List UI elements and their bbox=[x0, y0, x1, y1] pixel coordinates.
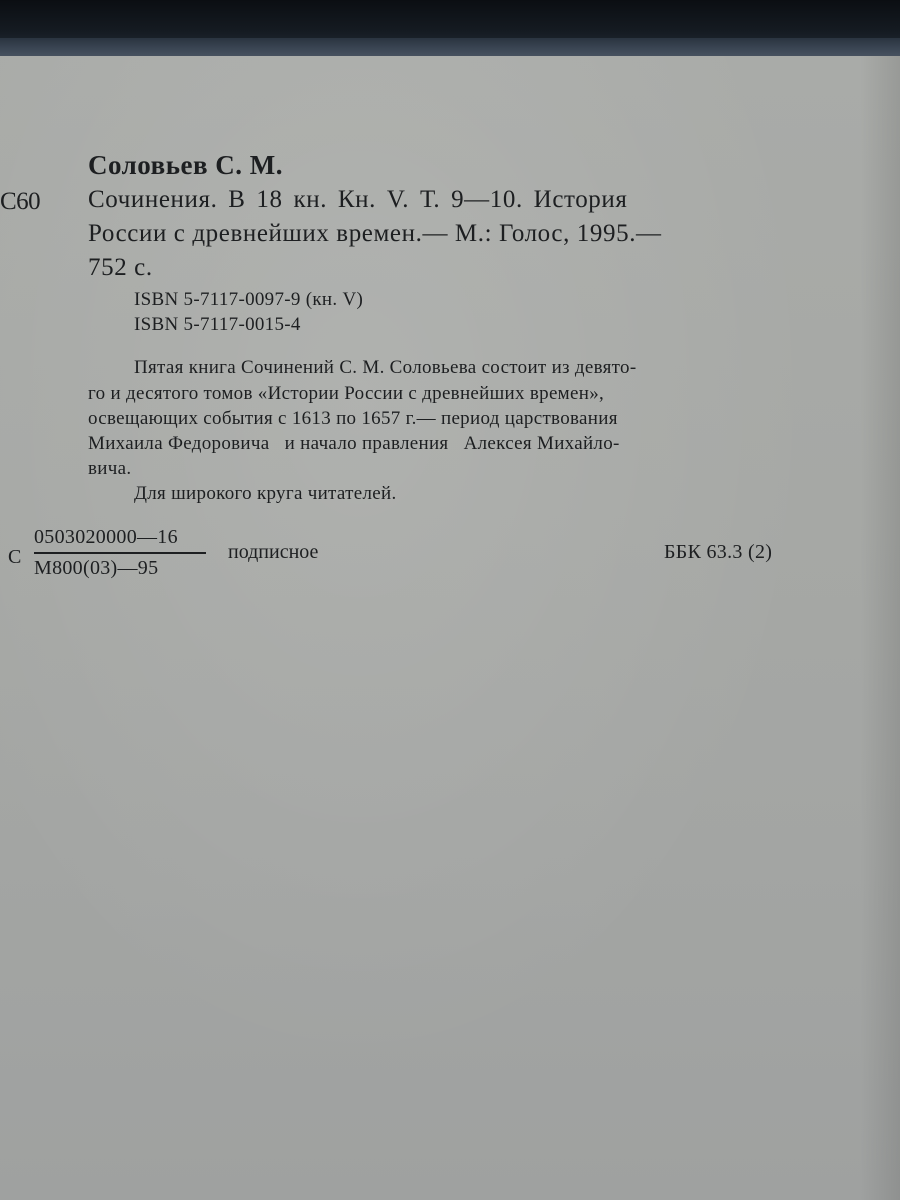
author-name: Соловьев С. М. bbox=[88, 150, 284, 180]
annotation-line: освещающих события с 1613 по 1657 г.— период царствования bbox=[88, 408, 618, 429]
annotation-line: вича. bbox=[88, 458, 132, 479]
index-letter: С bbox=[8, 546, 22, 568]
title-line: России с древнейших времен.— М.: Голос, 1995.— bbox=[88, 220, 662, 247]
annotation-line: го и десятого томов «Истории России с древнейших времен», bbox=[88, 383, 605, 404]
isbn-line: ISBN 5-7117-0015-4 bbox=[134, 314, 301, 335]
index-numerator: 0503020000—16 bbox=[34, 526, 178, 548]
annotation-line: Михаила Федоровича и начало правления Алексея Михайло- bbox=[88, 433, 620, 454]
catalog-code: С60 bbox=[0, 188, 41, 215]
subscription-note: подписное bbox=[228, 541, 319, 563]
title-line: Сочинения. В 18 кн. Кн. V. Т. 9—10. История bbox=[88, 186, 628, 213]
book-cover-strip bbox=[0, 38, 900, 58]
annotation-line: Пятая книга Сочинений С. М. Соловьева состоит из девято- bbox=[134, 357, 637, 378]
bbk-code: ББК 63.3 (2) bbox=[664, 541, 773, 563]
fraction-bar bbox=[34, 552, 206, 554]
audience-note: Для широкого круга читателей. bbox=[134, 483, 397, 504]
index-denominator: М800(03)—95 bbox=[34, 557, 159, 579]
title-line: 752 с. bbox=[88, 254, 153, 281]
book-page bbox=[0, 56, 900, 1200]
isbn-line: ISBN 5-7117-0097-9 (кн. V) bbox=[134, 289, 364, 310]
